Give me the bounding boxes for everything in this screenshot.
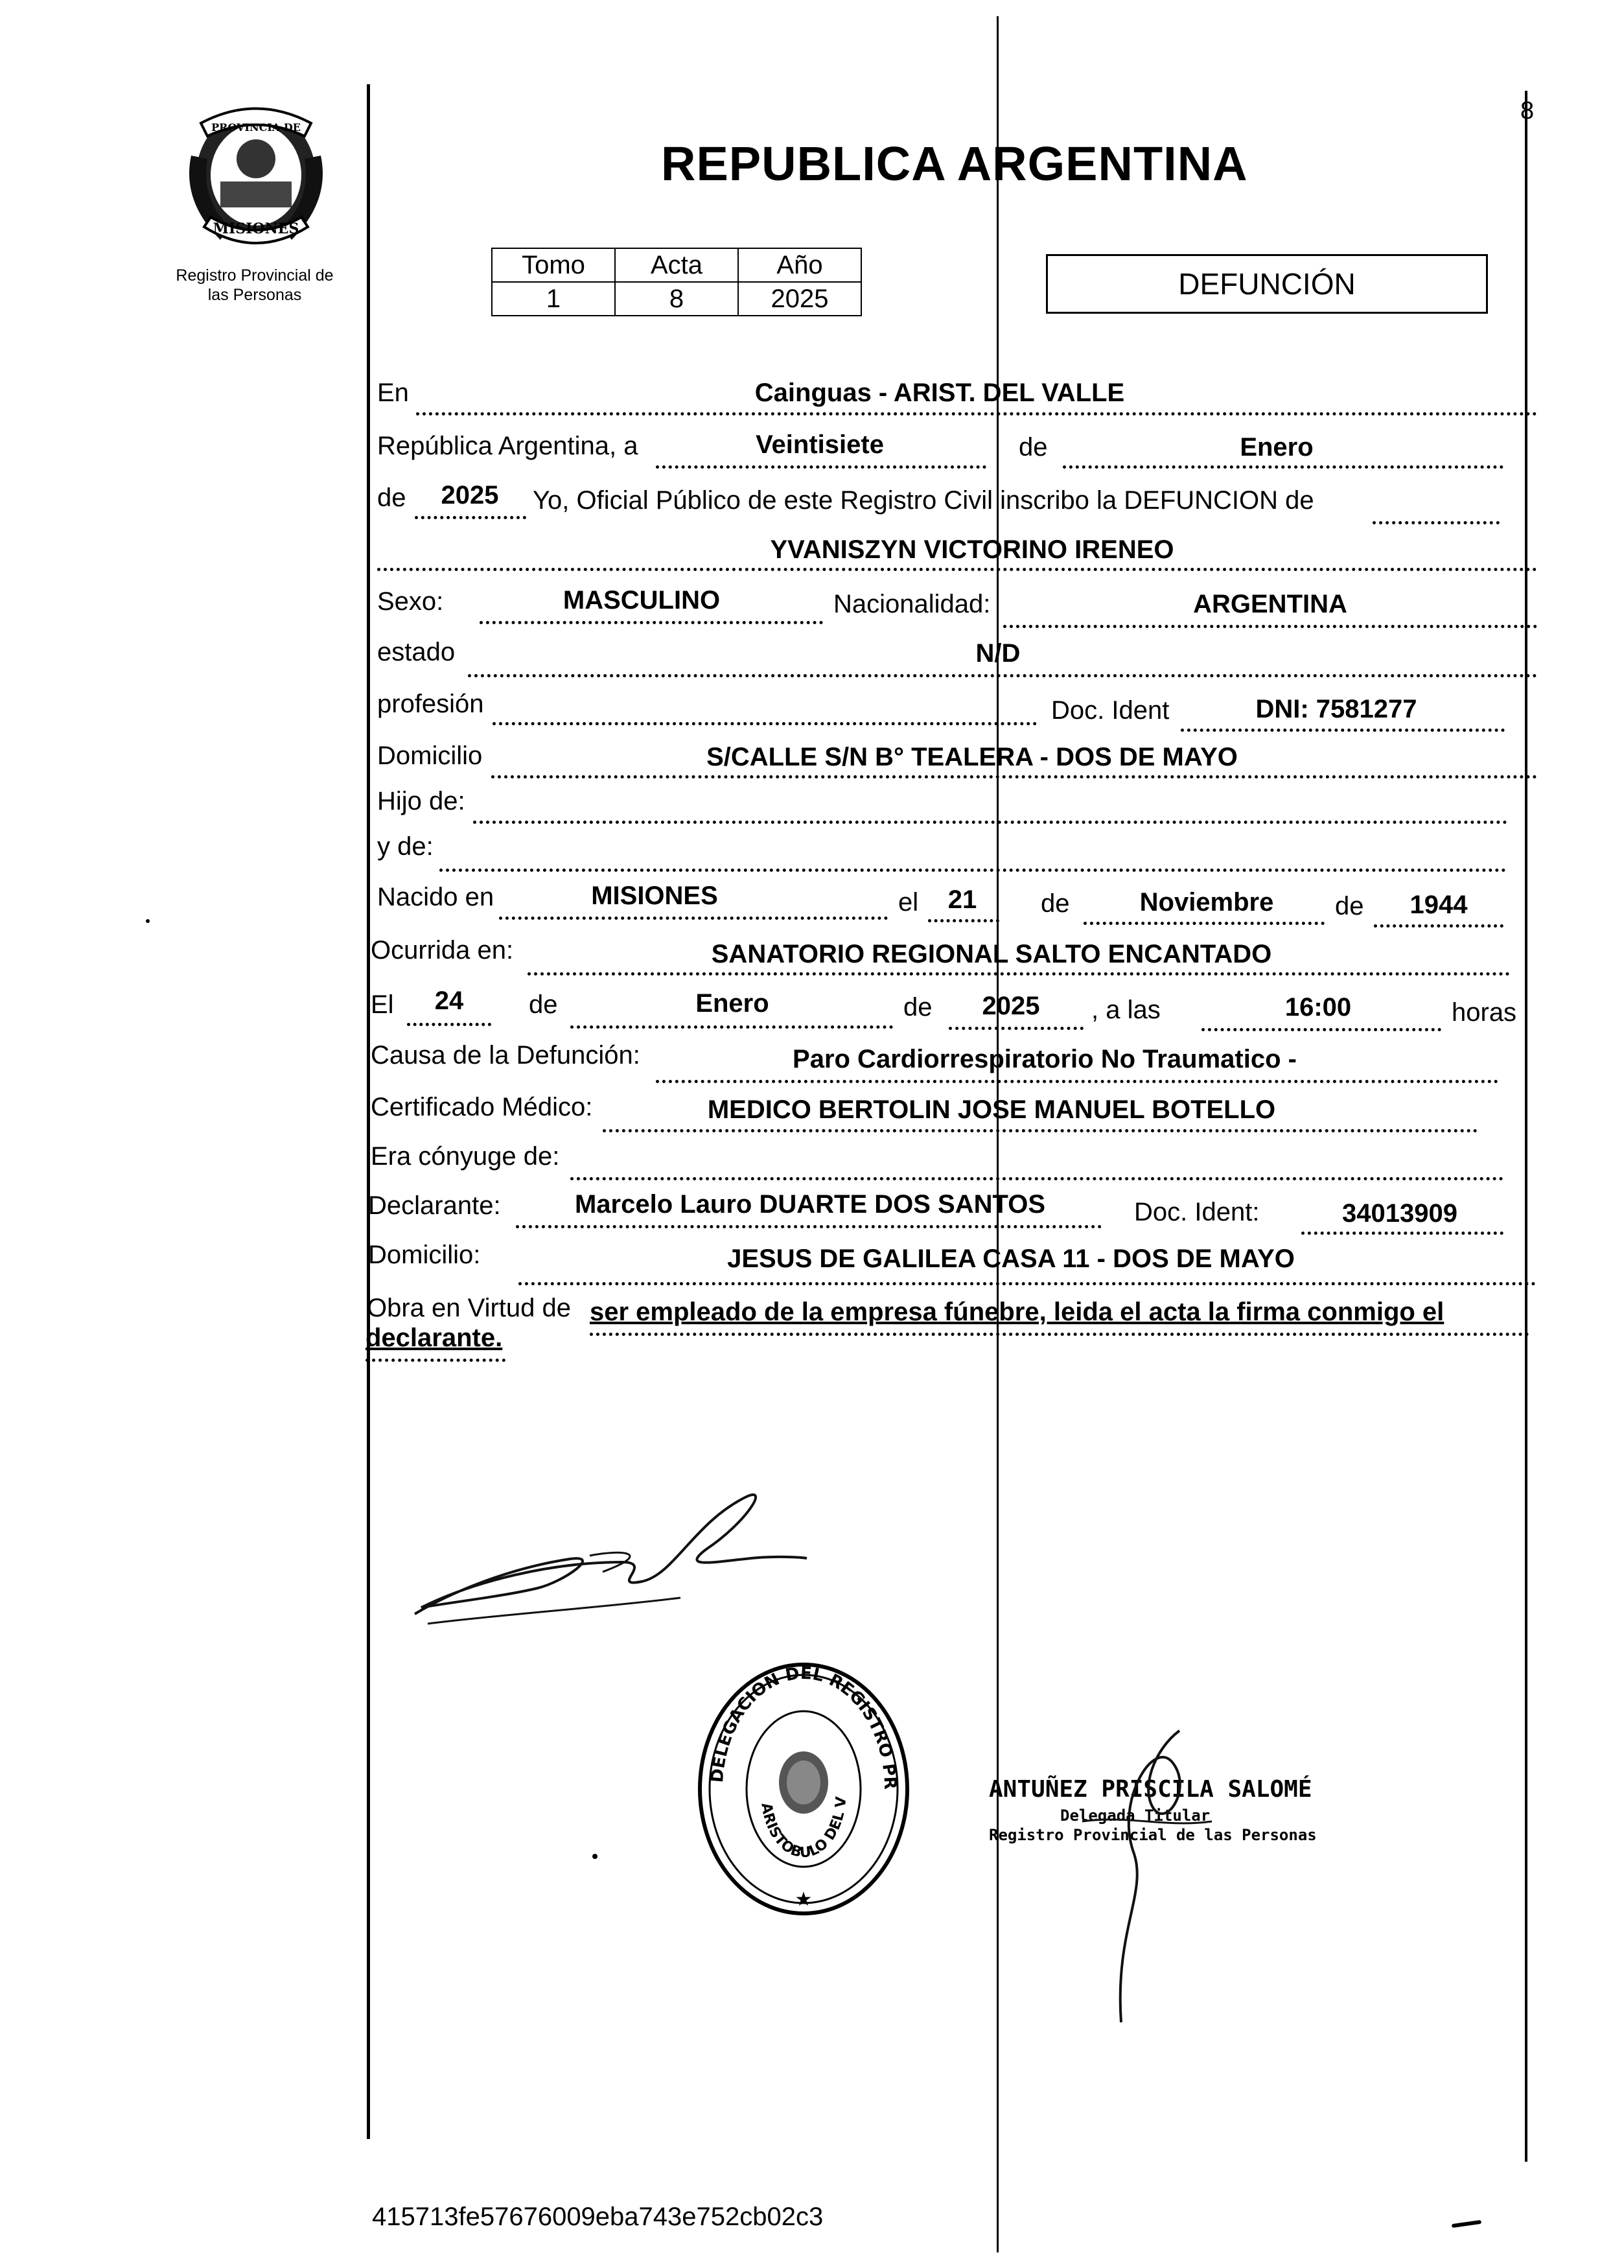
death-time-value: 16:00 [1284,993,1352,1022]
domicilio2-value: JESUS DE GALILEA CASA 11 - DOS DE MAYO [727,1245,1295,1273]
de3-label: de [1041,889,1070,918]
fold-line [997,16,999,2252]
dotted-rule [656,1080,1498,1083]
nacionalidad-value: ARGENTINA [1193,590,1347,618]
document-hash: 415713fe57676009eba743e752cb02c3 [372,2203,824,2231]
dotted-rule [570,1177,1503,1180]
dotted-rule [570,1025,893,1029]
de6-label: de [903,993,933,1022]
ocurrida-value: SANATORIO REGIONAL SALTO ENCANTADO [711,940,1272,968]
svg-text:★: ★ [795,1889,813,1910]
nacido-label: Nacido en [377,883,494,911]
stray-dot [592,1854,597,1859]
left-margin-rule [367,84,370,2139]
el-label: el [898,888,919,917]
sexo-value: MASCULINO [563,586,721,614]
estado-value: N/D [975,639,1021,668]
right-margin-rule [1525,91,1527,2162]
alas-label: , a las [1091,996,1161,1024]
dotted-rule [407,1023,491,1026]
decl-doc-value: 34013909 [1342,1199,1457,1228]
declarante-value: Marcelo Lauro DUARTE DOS SANTOS [574,1190,1046,1219]
page-number: 8 [1520,97,1535,124]
de4-label: de [1335,892,1364,920]
doc-ident-label: Doc. Ident [1051,696,1170,725]
delegation-seal-graphic [693,1659,914,1919]
value-tomo: 1 [492,282,615,316]
doc-ident-value: DNI: 7581277 [1255,695,1417,723]
death-month-value: Enero [695,989,769,1018]
dotted-rule [1181,729,1505,732]
provincial-emblem-logo [181,97,331,253]
value-anio: 2025 [738,282,861,316]
header-tomo: Tomo [492,248,615,282]
dotted-rule [1301,1232,1503,1235]
dotted-rule [518,1282,1536,1285]
domicilio-label: Domicilio [377,742,483,770]
conyuge-label: Era cónyuge de: [371,1142,560,1171]
birth-day-value: 21 [947,885,977,914]
oficial-text: Yo, Oficial Público de este Registro Civil inscribo la DEFUNCION de [533,486,1314,515]
de5-label: de [529,990,558,1019]
stray-mark [1452,2220,1481,2228]
hijo-label: Hijo de: [377,787,465,815]
month-value: Enero [1240,433,1314,462]
dotted-rule [1201,1028,1441,1031]
profesion-label: profesión [377,690,484,718]
dotted-rule [1374,924,1503,928]
document-title: REPUBLICA ARGENTINA [661,137,1248,191]
ocurrida-label: Ocurrida en: [371,936,514,964]
obra-line1: ser empleado de la empresa fúnebre, leida el acta la firma conmigo el [590,1298,1444,1326]
dotted-rule [491,775,1537,778]
dotted-rule [656,465,986,469]
dotted-rule [928,919,999,922]
sexo-label: Sexo: [377,587,444,616]
register-table [491,248,862,316]
death-year-value: 2025 [982,992,1040,1020]
official-name: ANTUÑEZ PRISCILA SALOMÉ [989,1776,1312,1803]
dotted-rule [528,972,1510,976]
en-label: En [377,379,409,407]
obra-label: Obra en Virtud de [367,1294,572,1322]
delegate-signature [1076,1724,1218,2029]
birth-month-value: Noviembre [1139,888,1274,917]
birth-year-value: 1944 [1409,891,1468,919]
yde-label: y de: [377,832,434,861]
republica-label: República Argentina, a [377,432,638,460]
dotted-rule [365,1359,505,1362]
certificado-value: MEDICO BERTOLIN JOSE MANUEL BOTELLO [707,1095,1276,1124]
death-day-value: 24 [434,987,464,1015]
dotted-rule [473,821,1507,824]
dotted-rule [516,1225,1102,1228]
official-signature [408,1484,810,1633]
issuer-caption-line1: Registro Provincial de [176,266,334,285]
dotted-rule [416,412,1537,415]
header-acta: Acta [615,248,738,282]
delegation-seal [693,1659,914,1919]
svg-text:MISIONES: MISIONES [213,220,299,237]
dotted-rule [949,1027,1084,1030]
official-role: Delegada Titular [1060,1806,1211,1825]
svg-text:PROVINCIA DE: PROVINCIA DE [211,121,301,134]
certificado-label: Certificado Médico: [371,1093,593,1121]
value-acta: 8 [615,282,738,316]
svg-text:DELEGACION DEL REGISTRO PROVIN: DELEGACION DEL REGISTRO PR [708,1663,900,1790]
dotted-rule [1003,625,1537,628]
de-label: de [1019,433,1048,462]
day-text-value: Veintisiete [756,430,884,459]
deceased-name-value: YVANISZYN VICTORINO IRENEO [770,535,1174,564]
dotted-rule [590,1333,1529,1336]
dotted-rule [499,917,888,920]
causa-label: Causa de la Defunción: [371,1041,640,1070]
stray-dot [146,919,150,923]
de2-label: de [377,484,406,512]
year-value: 2025 [441,481,499,509]
obra-line2: declarante. [365,1324,503,1352]
horas-label: horas [1452,998,1517,1027]
place-value: Cainguas - ARIST. DEL VALLE [754,379,1125,407]
decl-doc-label: Doc. Ident: [1134,1198,1260,1226]
nacionalidad-label: Nacionalidad: [833,590,991,618]
causa-value: Paro Cardiorrespiratorio No Traumatico - [793,1045,1297,1073]
dotted-rule [603,1129,1478,1132]
register-value-row [492,282,861,316]
register-header-row [492,248,861,282]
svg-text:ARISTOBULO DEL VALLE: ARISTOBULO DEL V [758,1797,850,1862]
dotted-rule [480,621,823,624]
record-type-box: DEFUNCIÓN [1046,254,1488,314]
domicilio-value: S/CALLE S/N B° TEALERA - DOS DE MAYO [706,743,1238,771]
nacido-en-value: MISIONES [591,882,718,910]
dotted-rule [1373,521,1500,524]
dotted-rule [1063,465,1503,469]
issuer-caption [148,266,362,305]
domicilio2-label: Domicilio: [368,1241,481,1269]
official-office: Registro Provincial de las Personas [989,1826,1317,1844]
dotted-rule [415,516,526,519]
el2-label: El [371,990,394,1019]
declarante-label: Declarante: [368,1191,501,1220]
dotted-rule [468,674,1537,677]
issuer-caption-line2: las Personas [207,286,302,304]
estado-label: estado [377,638,456,666]
dotted-rule [377,568,1537,571]
header-anio: Año [738,248,861,282]
dotted-rule [1084,922,1325,925]
dotted-rule [439,869,1506,872]
dotted-rule [493,722,1037,725]
